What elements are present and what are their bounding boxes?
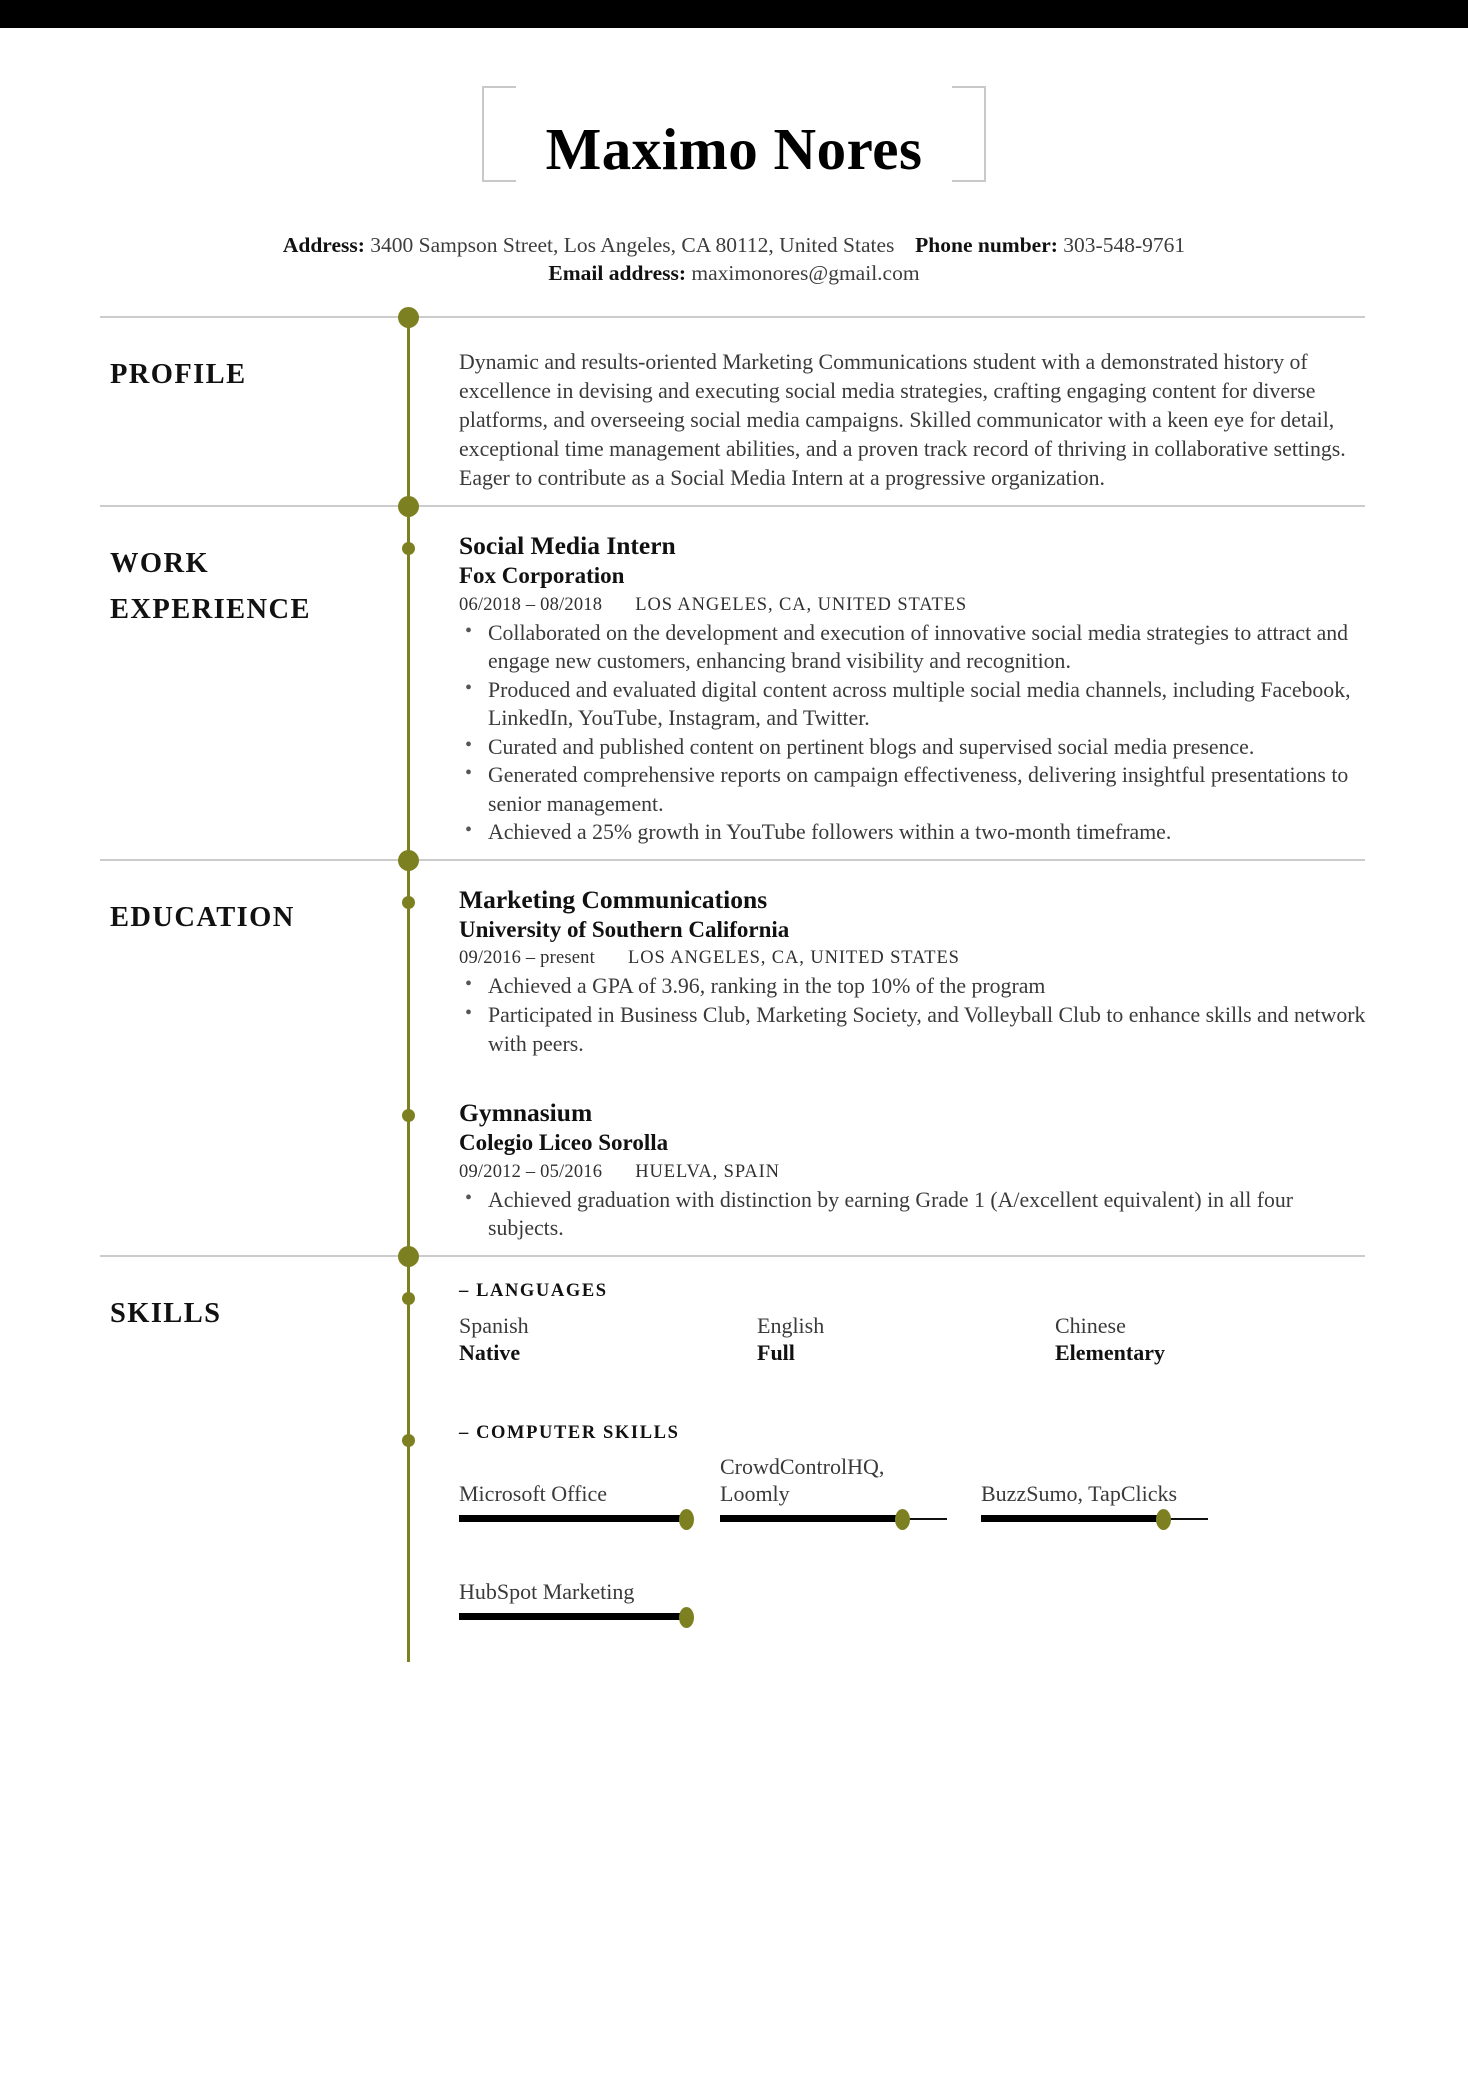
section-work-experience [0, 505, 1468, 859]
computer-skill-level-slider[interactable] [720, 1512, 947, 1526]
timeline-dot-large [398, 850, 419, 871]
languages-grid [459, 1312, 1373, 1367]
timeline-dot-small [402, 542, 415, 555]
language-item [757, 1312, 1055, 1367]
language-level: Native [459, 1340, 521, 1366]
section-body-education [407, 859, 1468, 1255]
slider-knob[interactable] [679, 1607, 694, 1628]
languages-title: – LANGUAGES [459, 1280, 608, 1301]
degree-title: Gymnasium [459, 1098, 593, 1128]
contact-info [0, 231, 1468, 288]
list-item: • Produced and evaluated digital content across multiple social media channels, including Facebook, LinkedIn, YouTube, Instagram, and Twitter. [459, 676, 1373, 733]
slider-fill [459, 1613, 686, 1620]
education-bullet-list [459, 1186, 1373, 1243]
timeline-dot-small [402, 1109, 415, 1122]
resume-page [0, 28, 1468, 1662]
section-body-work-experience [407, 505, 1468, 859]
list-item: • Curated and published content on pertinent blogs and supervised social media presence. [459, 733, 1373, 762]
timeline-dot-large [398, 307, 419, 328]
education-location: LOS ANGELES, CA, UNITED STATES [628, 948, 960, 969]
job-dates: 06/2018 – 08/2018 [459, 594, 603, 615]
education-bullet-list [459, 972, 1373, 1058]
education-dates: 09/2016 – present [459, 948, 595, 969]
computer-skill-name: HubSpot Marketing [459, 1578, 635, 1604]
section-label-skills: SKILLS [110, 1297, 222, 1329]
section-divider [100, 505, 1365, 507]
timeline-dot-small [402, 1434, 415, 1447]
language-item [459, 1312, 757, 1367]
phone-label: Phone number: [915, 233, 1058, 257]
section-label-education: EDUCATION [110, 902, 295, 934]
education-dates: 09/2012 – 05/2016 [459, 1161, 603, 1182]
degree-title: Marketing Communications [459, 885, 768, 915]
slider-fill [981, 1515, 1163, 1522]
language-name: English [757, 1312, 825, 1338]
computer-skill-name: BuzzSumo, TapClicks [981, 1480, 1178, 1506]
job-location: LOS ANGELES, CA, UNITED STATES [635, 594, 968, 615]
education-meta [459, 948, 1373, 969]
list-item: • Collaborated on the development and execution of innovative social media strategies to attract and engage new customers, enhancing brand visibility and recognition. [459, 619, 1373, 676]
slider-fill [720, 1515, 902, 1522]
phone-value: 303-548-9761 [1063, 233, 1186, 257]
language-name: Spanish [459, 1312, 529, 1338]
institution-name: University of Southern California [459, 916, 790, 942]
list-item: • Achieved graduation with distinction by earning Grade 1 (A/excellent equivalent) in all four subjects. [459, 1186, 1373, 1243]
top-black-bar [0, 0, 1468, 28]
slider-knob[interactable] [679, 1509, 694, 1530]
institution-name: Colegio Liceo Sorolla [459, 1129, 669, 1155]
section-body-profile [407, 316, 1468, 505]
computer-skill-item [459, 1454, 686, 1526]
contact-line-1 [120, 231, 1348, 259]
job-bullet-list [459, 619, 1373, 847]
section-divider [100, 859, 1365, 861]
address-label: Address: [282, 233, 365, 257]
language-level: Full [757, 1340, 795, 1366]
section-profile [0, 316, 1468, 505]
resume-header [0, 28, 1468, 288]
resume-sections [0, 316, 1468, 1662]
language-name: Chinese [1055, 1312, 1126, 1338]
computer-skill-item [459, 1552, 686, 1624]
computer-skill-name: CrowdControlHQ, Loomly [720, 1453, 885, 1506]
list-item: • Generated comprehensive reports on campaign effectiveness, delivering insightful presentations to senior management. [459, 761, 1373, 818]
timeline-dot-small [402, 1292, 415, 1305]
education-entry [459, 885, 1373, 1058]
skill-group-computer-skills [459, 1423, 1373, 1650]
section-label-work-experience [0, 505, 407, 632]
section-skills [0, 1255, 1468, 1662]
name-frame [482, 86, 987, 209]
profile-text: Dynamic and results-oriented Marketing Communications student with a demonstrated history of excellence in devising and executing social media strategies, crafting engaging content for diverse platforms, and overseeing social media campaigns. Skilled communicator with a keen eye for detail, exceptional time management abilities, and a proven track record of thriving in collaborative settings. Eager to contribute as a Social Media Intern at a progressive organization. [459, 349, 1346, 491]
timeline-dot-large [398, 1246, 419, 1267]
work-label-line-2: EXPERIENCE [110, 593, 311, 625]
list-item: • Achieved a 25% growth in YouTube followers within a two-month timeframe. [459, 818, 1373, 847]
computer-skill-item [981, 1454, 1208, 1526]
education-location: HUELVA, SPAIN [635, 1161, 780, 1182]
section-body-skills [407, 1255, 1468, 1662]
section-divider [100, 316, 1365, 318]
section-divider [100, 1255, 1365, 1257]
list-item: • Participated in Business Club, Marketing Society, and Volleyball Club to enhance skills and network with peers. [459, 1001, 1373, 1058]
computer-skills-title: – COMPUTER SKILLS [459, 1422, 680, 1443]
language-item [1055, 1312, 1353, 1367]
work-entry [459, 531, 1373, 847]
address-value: 3400 Sampson Street, Los Angeles, CA 80112, United States [370, 233, 895, 257]
bracket-left-icon [482, 86, 516, 182]
section-label-profile: PROFILE [110, 358, 247, 390]
list-item: • Achieved a GPA of 3.96, ranking in the top 10% of the program [459, 972, 1373, 1001]
page-title: Maximo Nores [545, 116, 923, 182]
bracket-right-icon [952, 86, 986, 182]
computer-skills-grid [459, 1454, 1373, 1650]
slider-knob[interactable] [895, 1509, 910, 1530]
email-label: Email address: [548, 261, 686, 286]
timeline-dot-small [402, 896, 415, 909]
education-meta [459, 1162, 1373, 1183]
slider-fill [459, 1515, 686, 1522]
slider-knob[interactable] [1156, 1509, 1171, 1530]
computer-skill-level-slider[interactable] [459, 1610, 686, 1624]
computer-skill-name: Microsoft Office [459, 1480, 608, 1506]
section-education [0, 859, 1468, 1255]
skill-group-languages [459, 1281, 1373, 1367]
employer-name: Fox Corporation [459, 563, 625, 589]
work-label-line-1: WORK [110, 548, 210, 580]
email-value: maximonores@gmail.com [691, 261, 920, 286]
job-meta [459, 595, 1373, 616]
computer-skill-level-slider[interactable] [459, 1512, 686, 1526]
education-entry [459, 1098, 1373, 1243]
job-title: Social Media Intern [459, 531, 676, 561]
language-level: Elementary [1055, 1340, 1165, 1366]
contact-line-2 [120, 259, 1348, 287]
computer-skill-level-slider[interactable] [981, 1512, 1208, 1526]
computer-skill-item [720, 1454, 947, 1526]
